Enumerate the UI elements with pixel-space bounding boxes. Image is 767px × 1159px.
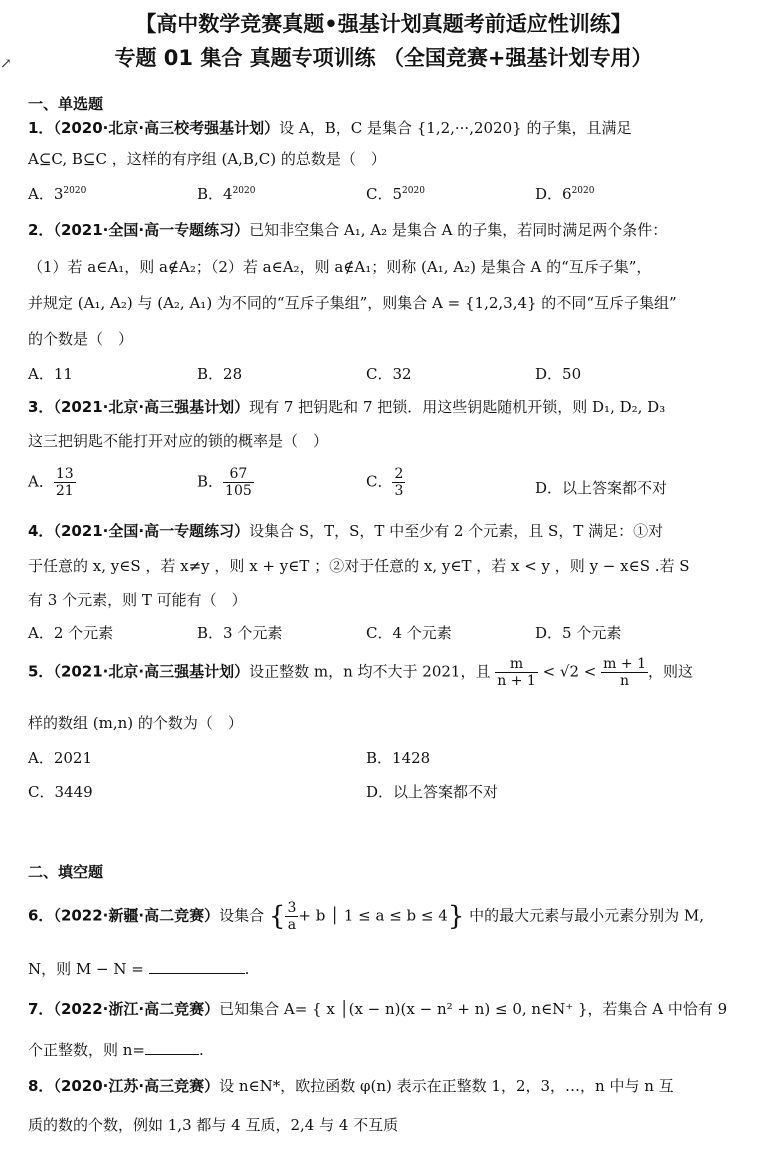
q8-number: 8． [28,1077,54,1095]
q4-option-c: C．4 个元素 [366,624,452,642]
q6-number: 6． [28,906,54,925]
q8-text-a: 设 n∈N*，欧拉函数 φ(n) 表示在正整数 1，2，3，…，n 中与 n 互 [219,1077,674,1095]
q7-source: （2022·浙江·高二竞赛） [53,1000,220,1018]
q5-option-c: C．3449 [28,783,93,801]
q5-fraction-1: $\frac{m}{n + 1}$ [497,656,536,689]
q4-source: （2021·全国·高一专题练习） [53,522,250,540]
q2-line-1 [28,219,667,240]
q1-option-d: D．$6^{2020}$ [535,185,595,203]
q4-line-1 [28,520,663,541]
q5-text-a: 设正整数 m，n 均不大于 2021，且 [249,662,491,681]
q5-sqrt2: < √2 < [542,662,597,681]
q1-option-b: B．$4^{2020}$ [197,185,256,203]
q8-line-2: 质的数的个数，例如 1,3 都与 4 互质，2,4 与 4 不互质 [28,1116,399,1134]
section-1-heading: 一、单选题 [28,95,104,113]
q2-source: （2021·全国·高一专题练习） [53,221,250,239]
q3-text-a: 现有 7 把钥匙和 7 把锁．用这些钥匙随机开锁，则 D₁, D₂, D₃ [249,398,666,416]
cursor-arrow-icon: ↗ [0,56,12,72]
q2-option-c: C．32 [366,365,412,383]
q3-line-2: 这三把钥匙不能打开对应的锁的概率是（ ） [28,432,329,450]
q6-line-1: 6．（2022·新疆·高二竞赛）设集合 { $\frac{3}{a}$ + b │ 1 ≤ a ≤ b ≤ 4} 中的最大元素与最小元素分别为 M, [28,900,705,933]
q5-line-2: 样的数组 (m,n) 的个数为（ ） [28,714,243,732]
q4-number: 4． [28,522,54,540]
q3-option-a: A． $\frac{13}{21}$ [28,466,74,499]
title-line-1: 【高中数学竞赛真题•强基计划真题考前适应性训练】 [135,12,632,36]
q5-option-d: D．以上答案都不对 [366,783,499,801]
q5-option-a: A．2021 [28,749,93,767]
q5-source: （2021·北京·高三强基计划） [53,662,250,681]
q6-set-fraction: $\frac{3}{a}$ [287,900,297,933]
q3-option-b: B． $\frac{67}{105}$ [197,466,252,499]
q5-text-a2: ，则这 [647,662,693,681]
q3-source: （2021·北京·高三强基计划） [53,398,250,416]
q4-option-a: A．2 个元素 [28,624,114,642]
q6-text-a2: 中的最大元素与最小元素分别为 M, [469,906,705,925]
q4-text-a: 设集合 S，T，S，T 中至少有 2 个元素，且 S，T 满足：①对 [249,522,664,540]
q1-line-1 [28,117,631,138]
q6-answer-blank[interactable] [149,959,245,974]
q1-number: 1． [28,119,54,137]
q2-option-d: D．50 [535,365,582,383]
q2-line-4: 的个数是（ ） [28,330,134,348]
q2-option-a: A．11 [28,365,73,383]
q7-number: 7． [28,1000,54,1018]
q5-fraction-2: $\frac{m + 1}{n}$ [603,656,646,689]
q1-option-a: A．$3^{2020}$ [28,185,87,203]
q3-option-c: C． $\frac{2}{3}$ [366,466,404,499]
q4-option-d: D．5 个元素 [535,624,622,642]
q1-line-2: A⊆C, B⊆C ，这样的有序组 (A,B,C) 的总数是（ ） [28,150,386,168]
q2-text-a: 已知非空集合 A₁, A₂ 是集合 A 的子集，若同时满足两个条件： [249,221,668,239]
q1-option-c: C．$5^{2020}$ [366,185,425,203]
q2-number: 2． [28,221,54,239]
q7-line-1 [28,998,727,1019]
section-2-heading: 二、填空题 [28,863,104,881]
q3-line-1 [28,396,665,417]
q8-line-1 [28,1075,674,1096]
q4-line-3: 有 3 个元素，则 T 可能有（ ） [28,591,247,609]
q3-option-d: D．以上答案都不对 [535,479,668,497]
q7-text-a: 已知集合 A= { x │(x − n)(x − n² + n) ≤ 0, n∈N⁺ }，若集合 A 中恰有 9 [219,1000,728,1018]
q6-source: （2022·新疆·高二竞赛） [53,906,220,925]
q6-set-rest: + b │ 1 ≤ a ≤ b ≤ 4 [298,906,448,925]
q2-line-3: 并规定 (A₁, A₂) 与 (A₂, A₁) 为不同的“互斥子集组”，则集合 A = {1,2,3,4} 的不同“互斥子集组” [28,294,677,312]
title-line-2: 专题 01 集合 真题专项训练 （全国竞赛+强基计划专用） [114,46,653,70]
q1-source: （2020·北京·高三校考强基计划） [53,119,280,137]
q3-number: 3． [28,398,54,416]
q5-number: 5． [28,662,54,681]
q7-answer-blank[interactable] [145,1040,199,1055]
q4-option-b: B．3 个元素 [197,624,283,642]
q2-line-2: （1）若 a∈A₁，则 a∉A₂；（2）若 a∈A₂，则 a∉A₁；则称 (A₁, A₂) 是集合 A 的“互斥子集”， [28,258,652,276]
q4-line-2: 于任意的 x, y∈S ，若 x≠y ，则 x + y∈T ；②对于任意的 x, y∈T ，若 x < y ，则 y − x∈S .若 S [28,557,690,575]
q7-line-2: 个正整数，则 n= . [28,1041,204,1059]
q8-source: （2020·江苏·高三竞赛） [53,1077,220,1095]
q5-option-b: B．1428 [366,749,431,767]
q6-text-a: 设集合 [219,906,265,925]
q1-text-a: 设 A，B，C 是集合 {1,2,···,2020} 的子集，且满足 [279,119,632,137]
q2-option-b: B．28 [197,365,243,383]
q5-line-1 [28,656,693,689]
q6-line-2: N，则 M − N = . [28,960,250,978]
